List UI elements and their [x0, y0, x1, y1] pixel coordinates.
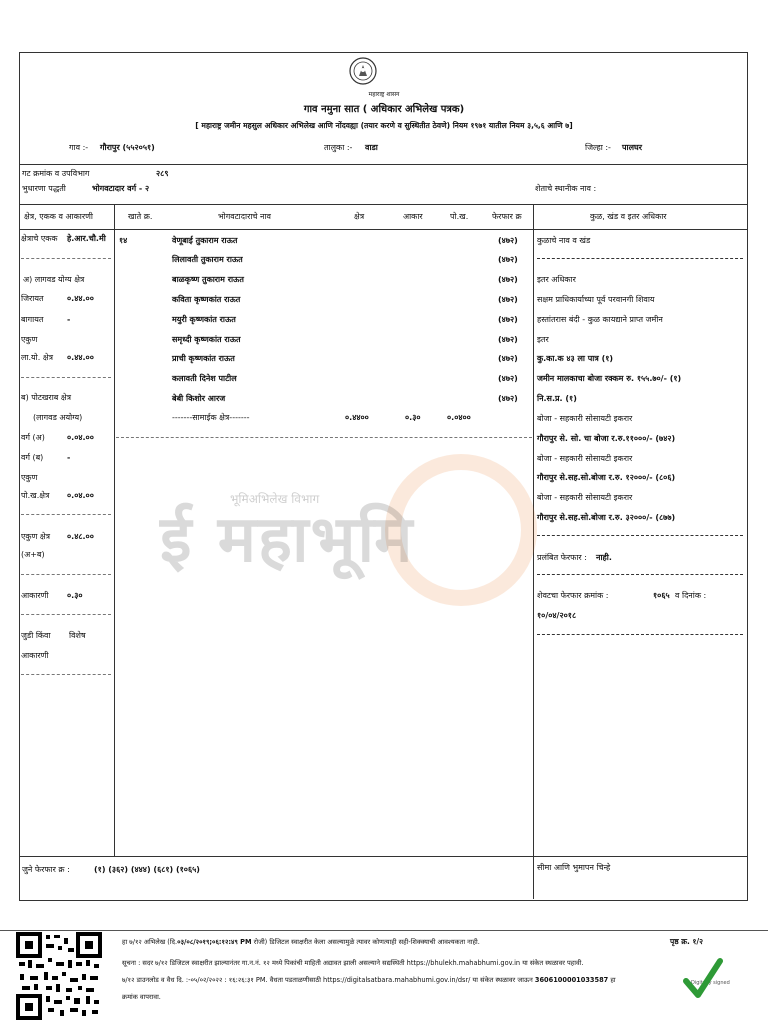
special-label: विशेष: [69, 631, 86, 640]
govt-label: महाराष्ट्र शासन: [368, 91, 400, 98]
holder-name: वेणूबाई तुकाराम राऊत: [172, 236, 238, 245]
bagayat-value: -: [67, 315, 71, 324]
rights-line: गौरापुर से. सो. चा बोजा र.रु.११०००/- (७४२): [537, 434, 676, 443]
assessment-value: ०.३०: [67, 591, 83, 600]
rights-line: बोजा - सहकारी सोसायटी इकरार: [537, 454, 633, 463]
total-label: एकुण: [21, 335, 38, 344]
holder-mutation: (४७२): [498, 394, 518, 403]
district-value: पालघर: [622, 143, 643, 152]
footer-use-number: क्रमांक वापरावा.: [122, 993, 161, 1001]
cultivable-area-label: ला.यो. क्षेत्र: [21, 353, 53, 362]
holder-name: लिलावती तुकाराम राऊत: [172, 255, 243, 264]
holder-name: कलावती दिनेश पाटील: [172, 374, 237, 383]
cultivable-label: अ) लागवड योग्य क्षेत्र: [23, 275, 85, 284]
last-mutation-label: शेवटचा फेरफार क्रमांक :: [537, 591, 609, 600]
divider: [19, 856, 747, 857]
watermark-text: ई महाभूमि: [160, 503, 415, 577]
class-a-label: वर्ग (अ): [21, 433, 45, 442]
col-assessment: आकार: [403, 212, 423, 221]
holder-name: समृध्दी कृष्णकांत राऊत: [172, 335, 241, 344]
divider: [19, 204, 747, 205]
class-b-label: वर्ग (ब): [21, 453, 44, 462]
footer-validity: ७/१२ डाउनलोड व वैध दि. :-०५/०२/२०२२ : १६:२६:३१ PM. वैधता पडताळणीसाठी https://digitalsatbara.mahabhumi.gov.in/dsr/ या संकेत स्थळावर जाऊन 3606100001033587 हा: [122, 976, 616, 984]
old-mutation-value: (१) (३६२) (४४४) (६८१) (१०६५): [94, 865, 200, 874]
pot-kharab-area-value: ०.०४.००: [67, 491, 94, 500]
total-area-label: एकुण क्षेत्र: [21, 532, 51, 541]
non-cultivable-label: (लागवड अयोग्य): [33, 413, 83, 422]
pending-mutation-value: नाही.: [596, 553, 612, 562]
col-area-unit: क्षेत्र, एकक व आकारणी: [24, 212, 94, 221]
tenure-value: भोगवटादार वर्ग - २: [92, 184, 150, 193]
gat-value: २८९: [156, 169, 169, 178]
common-area-value: ०.४४००: [345, 413, 369, 422]
column-rule: [114, 204, 115, 856]
village-value: गौरापुर (५५२०५१): [100, 143, 155, 152]
jirayat-value: ०.४४.००: [67, 294, 94, 303]
rights-line: बोजा - सहकारी सोसायटी इकरार: [537, 414, 633, 423]
rights-line: कुळाचे नाव व खंड: [537, 236, 591, 245]
digitally-signed-label: Digitally signed: [691, 980, 730, 986]
holder-mutation: (४७२): [498, 374, 518, 383]
holder-name: मयुरी कृष्णकांत राऊत: [172, 315, 236, 324]
old-mutation-label: जुने फेरफार क्र :: [22, 865, 70, 874]
page-number: पृष्ठ क्र. १/२: [670, 937, 704, 946]
footer-divider: [0, 930, 768, 931]
cultivable-area-value: ०.४४.००: [67, 353, 94, 362]
common-pokh-value: ०.०४००: [447, 413, 471, 422]
common-assessment-value: ०.३०: [405, 413, 421, 422]
government-emblem-icon: [348, 56, 378, 86]
area-unit-value: हे.आर.चौ.मी: [67, 234, 106, 243]
last-mutation-number: १०६५: [653, 591, 670, 600]
bagayat-label: बागायत: [21, 315, 44, 324]
divider: [19, 164, 747, 165]
col-mutation: फेरफार क्र: [492, 212, 522, 221]
assessment-label: आकारणी: [21, 591, 49, 600]
last-mutation-date-label: व दिनांक :: [675, 591, 707, 600]
area-unit-label: क्षेत्राचे एकक: [21, 234, 58, 243]
page-title: गाव नमुना सात ( अधिकार अभिलेख पत्रक): [303, 104, 465, 115]
holder-mutation: (४७२): [498, 354, 518, 363]
holder-name: बेबी किशोर आरज: [172, 394, 226, 403]
tenure-label: भुधारणा पद्धती: [22, 184, 66, 193]
col-holders: भोगवटादाराचे नाव: [218, 212, 271, 221]
holder-name: प्राची कृष्णकांत राऊत: [172, 354, 235, 363]
rights-line: जमीन मालकाचा बोजा रक्कम रु. १५५.७०/- (१): [537, 374, 682, 383]
checkmark-icon: [682, 955, 724, 1001]
watermark-top-text: भूमिअभिलेख विभाग: [230, 492, 320, 506]
holder-mutation: (४७२): [498, 255, 518, 264]
a-plus-b-label: (अ+ब): [21, 550, 45, 559]
taluka-value: वाडा: [365, 143, 378, 152]
footer-notice: सूचना : सदर ७/१२ डिजिटल स्वाक्षरीत झाल्यानंतर गा.न.नं. १२ मध्ये पिकांची माहिती अद्यावत झाली असल्याने सद्यस्थिती https://bhulekh.mahabhumi.gov.in या संकेत स्थळावर पहावी.: [122, 959, 584, 967]
divider: [116, 437, 532, 438]
class-a-value: ०.०४.००: [67, 433, 94, 442]
holder-mutation: (४७२): [498, 335, 518, 344]
col-rights: कुळ, खंड व इतर अधिकार: [590, 212, 667, 221]
rights-line: हस्तांतरास बंदी - कुळ कायद्याने प्राप्त जमीन: [537, 315, 663, 324]
gat-label: गट क्रमांक व उपविभाग: [22, 169, 90, 178]
rights-line: इतर: [537, 335, 549, 344]
village-label: गाव :-: [69, 143, 89, 152]
col-area: क्षेत्र: [354, 212, 365, 221]
rights-line: कु.का.क ४३ ला पात्र (१): [537, 354, 614, 363]
judi-label: जुडी किंवा: [21, 631, 51, 640]
holder-mutation: (४७२): [498, 295, 518, 304]
holder-mutation: (४७२): [498, 315, 518, 324]
total-area-value: ०.४८.००: [67, 532, 94, 541]
jirayat-label: जिरायत: [21, 294, 44, 303]
boundary-label: सीमा आणि भुमापन चिन्हे: [537, 863, 611, 872]
pot-kharab-area-label: पो.ख.क्षेत्र: [21, 491, 50, 500]
total-label-2: एकुण: [21, 473, 38, 482]
col-khata: खाते क्र.: [128, 212, 153, 221]
district-label: जिल्हा :-: [585, 143, 611, 152]
page-subtitle: [ महाराष्ट्र जमीन महसुल अधिकार अभिलेख आणि नोंदवह्या (तयार करणे व सुस्थितीत ठेवणे) नियम १९७१ यातील नियम ३,५,६ आणि ७]: [195, 121, 573, 130]
holder-mutation: (४७२): [498, 275, 518, 284]
footer-signature-note: हा ७/१२ अभिलेख (दि.०३/०८/२०१९;०६:१२:४९ PM रोजी) डिजिटल स्वाक्षरीत केला असल्यामुळे त्यावर कोणत्याही सही-शिक्क्याची आवश्यकता नाही.: [122, 938, 480, 946]
taluka-label: तालुका :-: [324, 143, 353, 152]
rights-line: नि.स.प्र. (१): [537, 394, 577, 403]
local-name-label: शेताचे स्थानीक नाव :: [535, 184, 597, 193]
rights-line: सक्षम प्राधिकार्याच्या पूर्व परवानगी शिवाय: [537, 295, 655, 304]
holder-name: बाळकृष्ण तुकाराम राऊत: [172, 275, 244, 284]
pot-kharab-label: ब) पोटखराब क्षेत्र: [21, 393, 72, 402]
rights-line: गौरापुर से.सह.सो.बोजा र.रु. १२०००/- (८०६): [537, 473, 676, 482]
pending-mutation-label: प्रलंबित फेरफार :: [537, 553, 587, 562]
assessment-label-2: आकारणी: [21, 651, 49, 660]
rights-line: इतर अधिकार: [537, 275, 576, 284]
common-area-label: -------सामाईक क्षेत्र-------: [172, 413, 250, 422]
last-mutation-date: १०/०४/२०१८: [537, 611, 577, 620]
holder-name: कविता कृष्णकांत राऊत: [172, 295, 241, 304]
rights-line: बोजा - सहकारी सोसायटी इकरार: [537, 493, 633, 502]
qr-code-icon: [16, 932, 102, 1020]
col-pokh: पो.ख.: [450, 212, 469, 221]
holder-mutation: (४७२): [498, 236, 518, 245]
class-b-value: -: [67, 453, 71, 462]
khata-number: १४: [119, 236, 128, 245]
rights-line: गौरापुर से.सह.सो.बोजा र.रु. ३२०००/- (८७७): [537, 513, 676, 522]
divider: [19, 229, 747, 230]
